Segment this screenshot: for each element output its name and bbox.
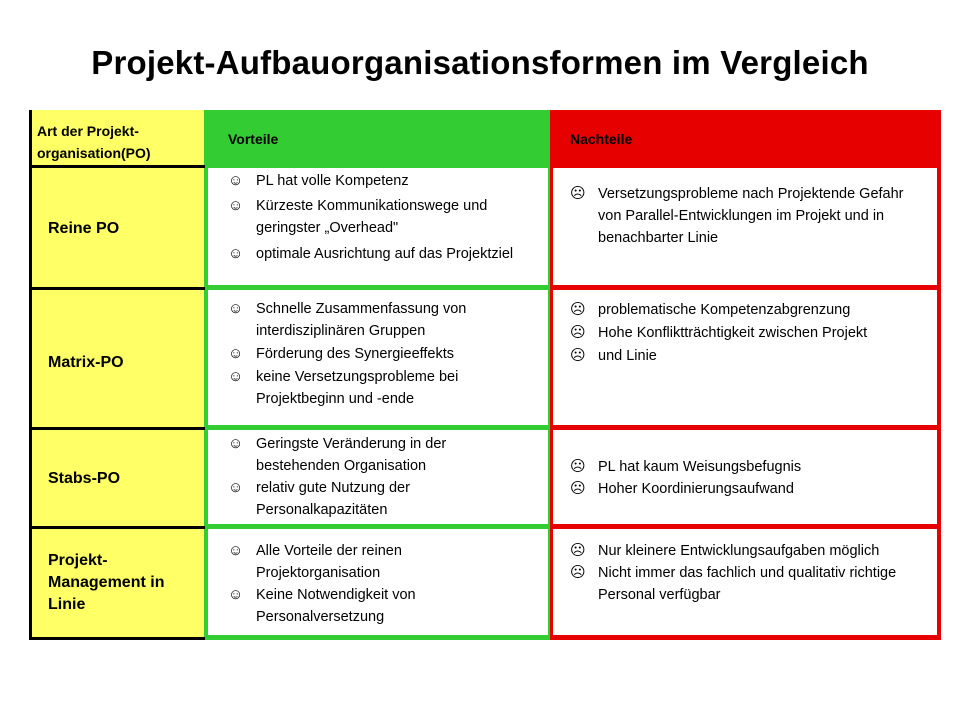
list-item: ☺ PL hat volle Kompetenz: [228, 170, 528, 192]
sad-face-icon: ☹: [570, 347, 586, 364]
sad-face-icon: ☹: [570, 480, 586, 497]
row-label-matrix-po: Matrix-PO: [48, 354, 124, 371]
sad-face-icon: ☹: [570, 564, 586, 581]
row-label-projekt-management-in-linie: Projekt-Management in Linie: [48, 552, 165, 613]
row-label-stabs-po: Stabs-PO: [48, 470, 121, 487]
sad-face-icon: ☹: [570, 542, 586, 559]
list-item: ☹ problematische Kompetenzabgrenzung: [570, 299, 895, 321]
smiley-face-icon: ☺: [228, 245, 244, 262]
smiley-face-icon: ☺: [228, 300, 244, 317]
row-label-reine-po: Reine PO: [48, 220, 120, 237]
row-divider: [29, 526, 205, 529]
list-item: ☺ Schnelle Zusammenfassung von interdisziplinären Gruppen: [228, 300, 467, 339]
sad-face-icon: ☹: [570, 324, 586, 341]
smiley-face-icon: ☺: [228, 368, 244, 385]
list-item: ☹ Versetzungsprobleme nach Projektende Gefahr von Parallel-Entwicklungen im Projekt und in benachbarter Linie: [570, 185, 904, 246]
smiley-face-icon: ☺: [228, 197, 244, 214]
sad-face-icon: ☹: [570, 185, 586, 202]
bottom-border: [29, 637, 205, 640]
smiley-face-icon: ☺: [228, 172, 244, 189]
smiley-face-icon: ☺: [228, 479, 244, 496]
list-item: ☹ Hohe Konfliktträchtigkeit zwischen Projekt: [570, 322, 895, 344]
pros-list: [228, 170, 528, 265]
sad-face-icon: ☹: [570, 301, 586, 318]
cons-list: [570, 183, 905, 249]
list-item: ☺ Geringste Veränderung in der bestehenden Organisation: [228, 435, 447, 474]
list-item: ☹ Hoher Koordinierungsaufwand: [570, 478, 905, 500]
sad-face-icon: ☹: [570, 458, 586, 475]
list-item: ☹ und Linie: [570, 345, 895, 367]
list-item: ☺ Kürzeste Kommunikationswege und geringster „Overhead": [228, 197, 488, 236]
cons-header: Nachteile: [570, 131, 633, 147]
list-item: ☹ PL hat kaum Weisungsbefugnis: [570, 456, 905, 478]
type-header: Art der Projekt-organisation(PO): [37, 123, 151, 161]
pros-list: [228, 540, 528, 628]
row-divider: [29, 427, 205, 430]
smiley-face-icon: ☺: [228, 542, 244, 559]
list-item: ☺ Förderung des Synergieeffekts: [228, 343, 533, 365]
pros-header: Vorteile: [228, 131, 279, 147]
row-divider: [29, 165, 205, 168]
list-item: ☺ Alle Vorteile der reinen Projektorganisation: [228, 542, 402, 581]
cons-list: [570, 540, 915, 606]
cons-list: [570, 299, 895, 367]
smiley-face-icon: ☺: [228, 435, 244, 452]
page-title: Projekt-Aufbauorganisationsformen im Vergleich: [91, 44, 869, 81]
pros-list: [228, 298, 533, 410]
list-item: ☺ keine Versetzungsprobleme bei Projektbeginn und -ende: [228, 368, 459, 407]
pros-list: [228, 433, 528, 521]
list-item: ☺ optimale Ausrichtung auf das Projektziel: [228, 243, 528, 265]
left-border: [29, 110, 32, 640]
smiley-face-icon: ☺: [228, 586, 244, 603]
cons-list: [570, 456, 905, 500]
row-divider: [29, 287, 205, 290]
list-item: ☹ Nur kleinere Entwicklungsaufgaben möglich: [570, 540, 915, 562]
list-item: ☺ Keine Notwendigkeit von Personalversetzung: [228, 586, 416, 625]
list-item: ☺ relativ gute Nutzung der Personalkapazitäten: [228, 479, 410, 518]
smiley-face-icon: ☺: [228, 345, 244, 362]
list-item: ☹ Nicht immer das fachlich und qualitativ richtige Personal verfügbar: [570, 564, 897, 603]
